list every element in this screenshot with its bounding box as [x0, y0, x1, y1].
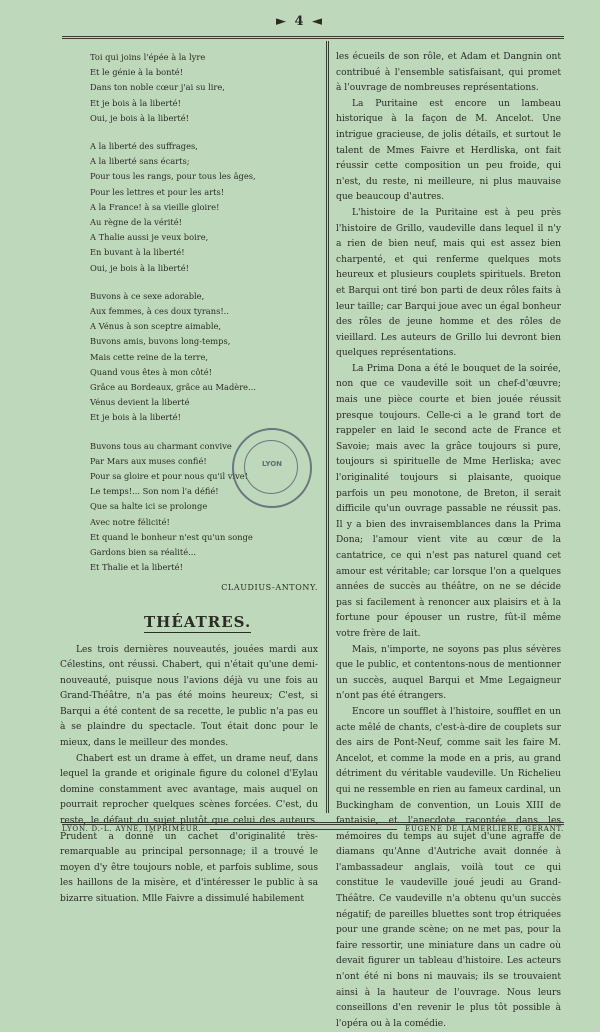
poem-line: Toi qui joins l'épée à la lyre: [90, 52, 206, 62]
paragraph: Chabert est un drame à effet, un drame neuf, dans lequel la grande et originale figure du colonel d'Eylau domine constamment avec avantage, mais auquel on pourrait reprocher quelques scènes forcées. C'est, du reste, le défaut du sujet plutôt que celui des auteurs. Prudent a donné un cachet d'originalité très-remarquable au principal personnage; il a trouvé le moyen d'y être toujours noble, et parfois sublime, sous les haillons de la misère, et d'intéresser le public à sa bizarre situation. Mlle Faivre a dissimulé habilement: [60, 753, 318, 904]
section-title: THÉATRES.: [144, 612, 252, 631]
library-stamp: [232, 428, 312, 508]
poem-line: Et le génie à la bonté!: [90, 67, 184, 78]
paragraph: Les trois dernières nouveautés, jouées mardi aux Célestins, ont réussi. Chabert, qui n'était qu'une demi-nouveauté, puisque nous l'avions déjà vu une fois au Grand-Théâtre, n'a pas été moins heureux; C'est, si Barqui a été content de sa recette, le public n'a pas eu à se plaindre du spectacle. Tout était donc pour le mieux, dans le meilleur des mondes.: [60, 644, 318, 749]
poem-line: Oui, je bois à la liberté!: [90, 112, 189, 123]
right-prose: [336, 50, 561, 1032]
poem-line: Le temps!... Son nom l'a défié!: [90, 486, 219, 497]
poem-line: Et Thalie et la liberté!: [90, 562, 183, 573]
poem-line: Oui, je bois à la liberté!: [90, 262, 189, 273]
page-number: ► 4 ◄: [275, 14, 325, 29]
stamp-text: LYON: [262, 460, 282, 468]
poem-line: Gardons bien sa réalité...: [90, 547, 197, 558]
poem-line: Pour les lettres et pour les arts!: [90, 186, 225, 197]
poem-line: Grâce au Bordeaux, grâce au Madère...: [90, 382, 256, 393]
poem-line: Mais cette reine de la terre,: [90, 351, 209, 362]
poem-line: Buvons à ce sexe adorable,: [90, 290, 205, 301]
poem-line: Avec notre félicité!: [90, 516, 170, 527]
paragraph: L'histoire de la Puritaine est à peu près l'histoire de Grillo, vaudeville dans lequel il n'y a rien de bien neuf, mais qui est assez bien charpenté, et qui renferme quelques mots heureux et plusieurs couplets spirituels. Breton et Barqui ont tiré bon parti de deux rôles faits à leur taille; car Barqui joue avec un égal bonheur des rôles de jeune homme et des rôles de vieillard. Les auteurs de Grillo lui devront bien quelques représentations.: [336, 207, 561, 359]
poem-line: A Thalie aussi je veux boire,: [90, 232, 209, 243]
poem-line: A la liberté des suffrages,: [90, 141, 198, 152]
poem-line: Par Mars aux muses confié!: [90, 455, 207, 466]
poem-line: Pour tous les rangs, pour tous les âges,: [90, 171, 256, 182]
paragraph: La Prima Dona a été le bouquet de la soirée, non que ce vaudeville soit un chef-d'œuvre; mais une pièce courte et bien jouée réussit presque toujours. Celle-ci a le grand tort de rappeler en laid le second acte de France et Savoie; mais avec la grâce toujours si pure, toujours si spirituelle de Mme Herliska; avec l'originalité toujours si plaisante, quoique parfois un peu monotone, de Breton, il serait difficile qu'un ouvrage passable ne réussit pas. Il y a bien des invraisemblances dans la Prima Dona; l'amour vient vite au cœur de la cantatrice, ce qui n'est pas naturel quand cet amour est véritable; car lorsque l'on a quelques années de succès au théâtre, on ne se décide pas si facilement à renoncer aux plaisirs et à la fortune pour épouser un rustre, fût-il même votre frère de lait.: [336, 363, 561, 639]
poem-line: En buvant à la liberté!: [90, 247, 185, 258]
poem-line: A la France! à sa vieille gloire!: [90, 201, 220, 212]
paragraph: les écueils de son rôle, et Adam et Dangnin ont contribué à l'ensemble satisfaisant, qui promet à l'ouvrage de nombreuses représentations.: [336, 52, 561, 94]
poem-stanza: [90, 289, 318, 426]
manager-imprint: EUGÈNE DE LAMERLIÈRE, GÉRANT.: [405, 825, 564, 833]
poem-line: Buvons amis, buvons long-temps,: [90, 336, 231, 347]
footer: [62, 825, 564, 833]
poem-line: Pour sa gloire et pour nous qu'il vive!: [90, 471, 249, 482]
poem-line: Et je bois à la liberté!: [90, 97, 181, 108]
printer-imprint: LYON. D.-L. AYNÉ, IMPRIMEUR.: [62, 825, 202, 833]
poem-line: Buvons tous au charmant convive: [90, 440, 232, 451]
poem-stanza: [90, 139, 318, 276]
right-column: [336, 50, 561, 1032]
poem-author: CLAUDIUS-ANTONY.: [221, 582, 318, 592]
footer-rule: [210, 829, 397, 830]
poem-line: Quand vous êtes à mon côté!: [90, 366, 213, 377]
page-number-value: 4: [294, 14, 306, 29]
column-divider: [326, 41, 329, 813]
poem-line: Que sa halte ici se prolonge: [90, 501, 208, 512]
poem-line: Et quand le bonheur n'est qu'un songe: [90, 531, 253, 542]
poem-line: Dans ton noble cœur j'ai su lire,: [90, 82, 225, 93]
poem-line: A la liberté sans écarts;: [90, 156, 190, 167]
paragraph: Mais, n'importe, ne soyons pas plus sévères que le public, et contentons-nous de mentionner un succès, auquel Barqui et Mme Legaigneur n'ont pas été étrangers.: [336, 644, 561, 702]
poem-line: Aux femmes, à ces doux tyrans!..: [90, 306, 229, 317]
left-prose: [60, 643, 318, 908]
poem-line: A Vénus à son sceptre aimable,: [90, 321, 222, 332]
poem-stanza: [90, 50, 318, 126]
paragraph: Encore un soufflet à l'histoire, soufflet en un acte mêlé de chants, c'est-à-dire de couplets sur des airs de Pont-Neuf, comme sait les faire M. Ancelot, et comme la mode en a pris, au grand détriment du véritable vaudeville. Un Richelieu qui ne ressemble en rien au fameux cardinal, un Buckingham de convention, un Louis XIII de fantaisie, et l'anecdote racontée dans les mémoires du temps au sujet d'une agraffe de diamans qu'Anne d'Autriche avait donnée à l'ambassadeur anglais, voilà tout ce qui constitue le vaudeville joué jeudi au Grand-Théâtre. Ce vaudeville n'a obtenu qu'un succès négatif; de pareilles bluettes sont trop étriquées pour une grande scène; on ne met pas, pour la faire ressortir, une miniature dans un cadre où devait figurer un tableau d'histoire. Les acteurs n'ont été ni bons ni mauvais; ils se trouvaient ainsi à la hauteur de l'ouvrage. Nous leurs conseillons d'en revenir le plus tôt possible à l'opéra ou à la comédie.: [336, 706, 561, 1029]
poem-line: Vénus devient la liberté: [90, 397, 190, 408]
poem-line: Au règne de la vérité!: [90, 217, 182, 228]
paragraph: La Puritaine est encore un lambeau historique à la façon de M. Ancelot. Une intrigue gracieuse, de jolis détails, et surtout le talent de Mmes Faivre et Herdliska, ont fait réussir cette composition un peu froide, qui n'est, du reste, ni meilleure, ni plus mauvaise que beaucoup d'autres.: [336, 98, 561, 203]
poem-line: Et je bois à la liberté!: [90, 412, 181, 423]
